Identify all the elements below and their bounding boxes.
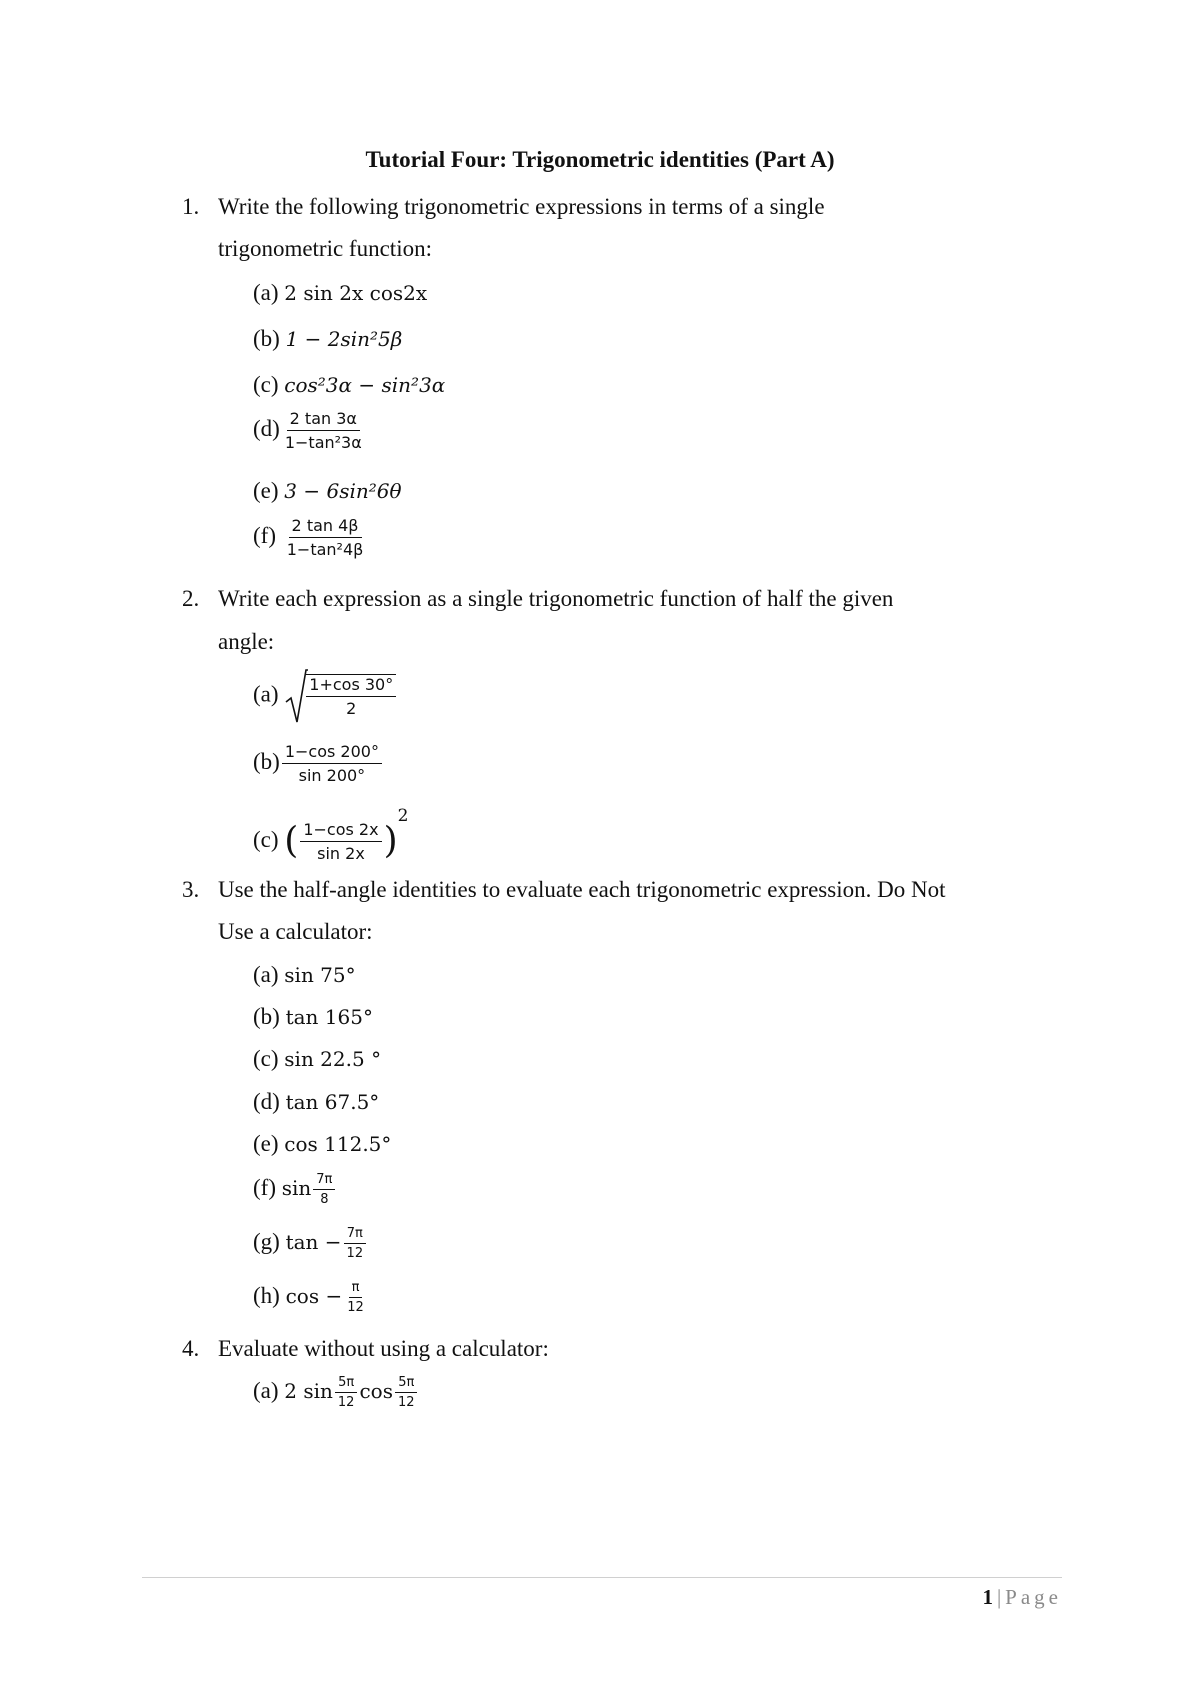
q3-item-a	[253, 962, 356, 988]
fraction	[313, 1172, 335, 1207]
numerator: 7π	[313, 1172, 335, 1190]
page-number: 1	[982, 1585, 993, 1609]
fraction	[282, 742, 382, 785]
q2-item-a	[253, 668, 398, 724]
fraction	[284, 516, 367, 559]
fraction	[282, 409, 365, 452]
denominator: 12	[346, 1246, 364, 1261]
fraction	[306, 674, 396, 718]
item-label: (a)	[253, 681, 279, 707]
q1-item-c	[253, 372, 445, 398]
question-text-continued: Use a calculator:	[218, 919, 373, 944]
item-label: (h)	[253, 1282, 280, 1308]
question-text-continued: trigonometric function:	[218, 236, 432, 261]
numerator: 2 tan 3α	[287, 409, 360, 431]
numerator: 7π	[344, 1226, 366, 1244]
exponent: 2	[397, 806, 409, 826]
denominator: sin 2x	[317, 844, 365, 864]
page-footer	[982, 1585, 1062, 1610]
right-paren: )	[383, 820, 398, 862]
math-function: tan −	[285, 1229, 342, 1254]
math-function: cos	[359, 1378, 393, 1403]
q1-item-f	[253, 516, 368, 559]
item-label: (d)	[253, 415, 280, 441]
q1-item-d	[253, 409, 367, 452]
q1-item-e	[253, 478, 402, 504]
numerator: 2 tan 4β	[289, 516, 362, 538]
item-label: (b)	[253, 748, 280, 774]
item-label: (a)	[253, 1377, 279, 1403]
q2-item-b	[253, 742, 384, 785]
math-expression: 1 − 2sin²5β	[285, 327, 403, 351]
numerator: 5π	[335, 1375, 357, 1393]
q3-item-e	[253, 1131, 391, 1157]
question-text-continued: angle:	[218, 629, 275, 654]
question-number: 3.	[182, 877, 200, 902]
item-label: (a)	[253, 280, 279, 305]
fraction	[395, 1375, 418, 1410]
item-label: (e)	[253, 478, 279, 503]
question-2	[182, 586, 893, 612]
question-text: Evaluate without using a calculator:	[218, 1336, 549, 1361]
math-function: sin	[281, 1175, 312, 1200]
math-expression: tan 165°	[285, 1005, 373, 1029]
q1-item-a	[253, 280, 427, 306]
numerator: 5π	[395, 1375, 417, 1393]
question-4	[182, 1336, 549, 1362]
math-expression: 3 − 6sin²6θ	[284, 479, 402, 503]
q3-item-b	[253, 1004, 373, 1030]
fraction	[344, 1226, 367, 1261]
square-root	[284, 668, 398, 724]
item-label: (g)	[253, 1228, 280, 1254]
numerator: 1+cos 30°	[306, 675, 396, 697]
page-title: Tutorial Four: Trigonometric identities (Part A)	[365, 147, 835, 172]
question-text: Write each expression as a single trigonometric function of half the given	[218, 586, 894, 611]
left-paren: (	[284, 820, 299, 862]
question-number: 1.	[182, 194, 200, 219]
q1-item-b	[253, 326, 402, 352]
math-expression: 2 sin 2x cos2x	[284, 281, 428, 305]
q4-item-a	[253, 1375, 420, 1410]
fraction	[335, 1375, 358, 1410]
item-label: (a)	[253, 962, 279, 987]
numerator: 1−cos 200°	[282, 742, 382, 764]
question-text: Write the following trigonometric expressions in terms of a single	[218, 194, 825, 219]
question-number: 2.	[182, 586, 200, 611]
numerator: 1−cos 2x	[300, 820, 381, 842]
page-label: Page	[1005, 1585, 1062, 1609]
footer-separator: |	[996, 1585, 1002, 1609]
denominator: 12	[397, 1395, 415, 1410]
question-text: Use the half-angle identities to evaluate each trigonometric expression. Do Not	[218, 877, 946, 902]
math-expression: tan 67.5°	[285, 1090, 380, 1114]
math-expression: cos 112.5°	[284, 1132, 392, 1156]
item-label: (c)	[253, 1046, 279, 1071]
numerator: π	[349, 1280, 363, 1298]
denominator: 8	[320, 1192, 329, 1207]
denominator: 2	[346, 699, 357, 718]
item-label: (d)	[253, 1089, 280, 1114]
fraction	[300, 820, 381, 863]
q3-item-c	[253, 1046, 381, 1072]
item-label: (c)	[253, 827, 279, 852]
question-number: 4.	[182, 1336, 200, 1361]
q3-item-d	[253, 1089, 379, 1115]
denominator: 12	[347, 1300, 364, 1315]
question-1	[182, 194, 825, 220]
math-function: 2 sin	[284, 1378, 333, 1403]
math-expression: cos²3α − sin²3α	[284, 373, 446, 397]
item-label: (b)	[253, 1004, 280, 1029]
footer-divider	[142, 1577, 1062, 1578]
denominator: 1−tan²3α	[284, 433, 362, 452]
denominator: sin 200°	[298, 766, 366, 785]
math-expression: sin 75°	[284, 963, 356, 987]
item-label: (b)	[253, 326, 280, 351]
denominator: 12	[337, 1395, 355, 1410]
radical-sign-icon	[284, 668, 308, 724]
math-expression: sin 22.5 °	[284, 1047, 382, 1071]
item-label: (f)	[253, 522, 276, 548]
q3-item-h	[253, 1280, 369, 1315]
item-label: (f)	[253, 1174, 276, 1200]
q3-item-g	[253, 1226, 368, 1261]
math-function: cos −	[285, 1283, 343, 1308]
item-label: (c)	[253, 372, 279, 397]
denominator: 1−tan²4β	[286, 540, 364, 559]
fraction	[344, 1280, 367, 1315]
question-3	[182, 877, 945, 903]
item-label: (e)	[253, 1131, 279, 1156]
q3-item-f	[253, 1172, 337, 1207]
q2-item-c	[253, 806, 408, 863]
